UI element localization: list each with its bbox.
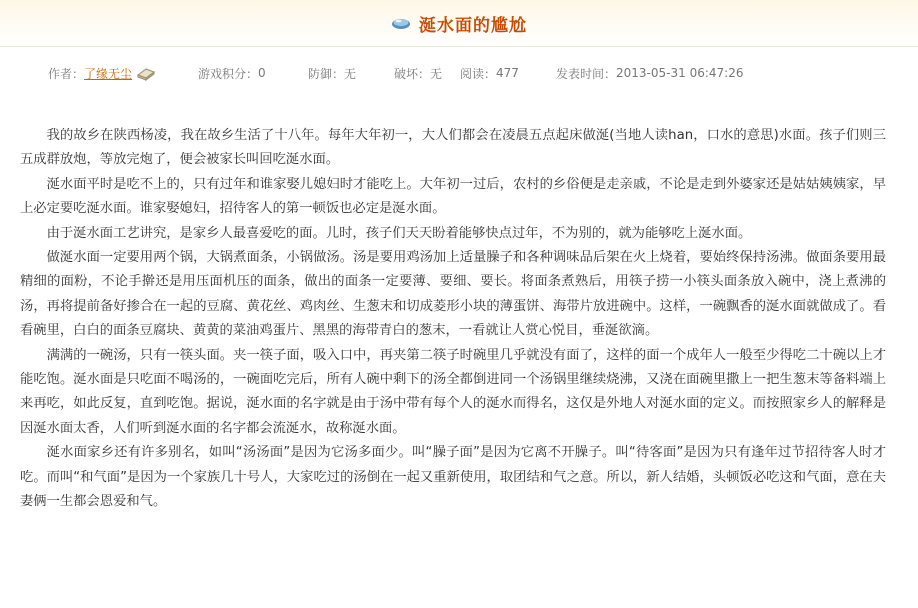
book-icon (136, 65, 156, 81)
read-label: 阅读： (460, 66, 497, 81)
destroy-label: 破坏： (394, 66, 431, 81)
article-paragraph: 做涎水面一定要用两个锅，大锅煮面条，小锅做汤。汤是要用鸡汤加上适量臊子和各种调味品后架在火上烧着，要始终保持汤沸。做面条要用最精细的面粉，不论手擀还是用压面机压的面条，做出的面条一定要薄、要细、要长。将面条煮熟后，用筷子捞一小筷头面条放入碗中，浇上煮沸的汤，再将提前备好掺合在一起的豆腐、黄花丝、鸡肉丝、生葱末和切成菱形小块的薄蛋饼、海带片放进碗中。这样，一碗飘香的涎水面就做成了。看看碗里，白白的面条豆腐块、黄黄的菜油鸡蛋片、黑黑的海带青白的葱末，一看就让人赏心悦目，垂涎欲滴。 (20, 250, 886, 339)
author-link[interactable]: 了缘无尘 (84, 66, 133, 81)
meta-destroy (394, 65, 460, 82)
post-title: 涎水面的尴尬 (419, 15, 527, 36)
meta-time (556, 65, 743, 82)
author-label: 作者： (48, 66, 85, 81)
article-paragraph: 我的故乡在陕西杨凌，我在故乡生活了十八年。每年大年初一，大人们都会在凌晨五点起床做涎(当地人读han，口水的意思)水面。孩子们则三五成群放炮，等放完炮了，便会被家长叫回吃涎水面。 (20, 128, 886, 168)
post-title-bar (0, 0, 918, 47)
score-value: 0 (258, 66, 266, 80)
read-value: 477 (496, 66, 519, 80)
article-paragraph: 涎水面平时是吃不上的，只有过年和谁家娶儿媳妇时才能吃上。大年初一过后，农村的乡俗便是走亲戚，不论是走到外婆家还是姑姑姨姨家，早上必定要吃涎水面。谁家娶媳妇，招待客人的第一顿饭也必定是涎水面。 (20, 176, 886, 217)
meta-defense (308, 65, 394, 82)
post-bubble-icon (391, 16, 411, 30)
post-meta-row (48, 64, 743, 82)
article-paragraph: 由于涎水面工艺讲究，是家乡人最喜爱吃的面。儿时，孩子们天天盼着能够快点过年，不为别的，就为能够吃上涎水面。 (46, 225, 752, 241)
time-label: 发表时间： (556, 66, 617, 81)
meta-score (198, 65, 308, 82)
article-paragraph: 满满的一碗汤，只有一筷头面。夹一筷子面，吸入口中，再夹第二筷子时碗里几乎就没有面了，这样的面一个成年人一般至少得吃二十碗以上才能吃饱。涎水面是只吃面不喝汤的，一碗面吃完后，所有人碗中剩下的汤全都倒进同一个汤锅里继续烧沸，又浇在面碗里撒上一把生葱末等备料端上来再吃，如此反复，直到吃饱。据说，涎水面的名字就是由于汤中带有每个人的涎水而得名，这仅是外地人对涎水面的定义。而按照家乡人的解释是因涎水面太香，人们听到涎水面的名字都会流涎水，故称涎水面。 (20, 347, 886, 436)
defense-value: 无 (344, 66, 357, 81)
article-paragraph: 涎水面家乡还有许多别名，如叫“汤汤面”是因为它汤多面少。叫“臊子面”是因为它离不开臊子。叫“待客面”是因为只有逢年过节招待客人时才吃。而叫“和气面”是因为一个家族几十号人，大家吃过的汤倒在一起又重新使用，取团结和气之意。所以，新人结婚，头顿饭必吃这和气面，意在夫妻俩一生都会恩爱和气。 (20, 445, 886, 510)
meta-author (48, 65, 198, 82)
destroy-value: 无 (430, 66, 443, 81)
defense-label: 防御： (308, 66, 345, 81)
article-body (20, 124, 886, 515)
score-label: 游戏积分： (198, 66, 259, 81)
meta-read (460, 65, 556, 82)
time-value: 2013-05-31 06:47:26 (616, 66, 744, 80)
post-title-group (391, 11, 527, 36)
